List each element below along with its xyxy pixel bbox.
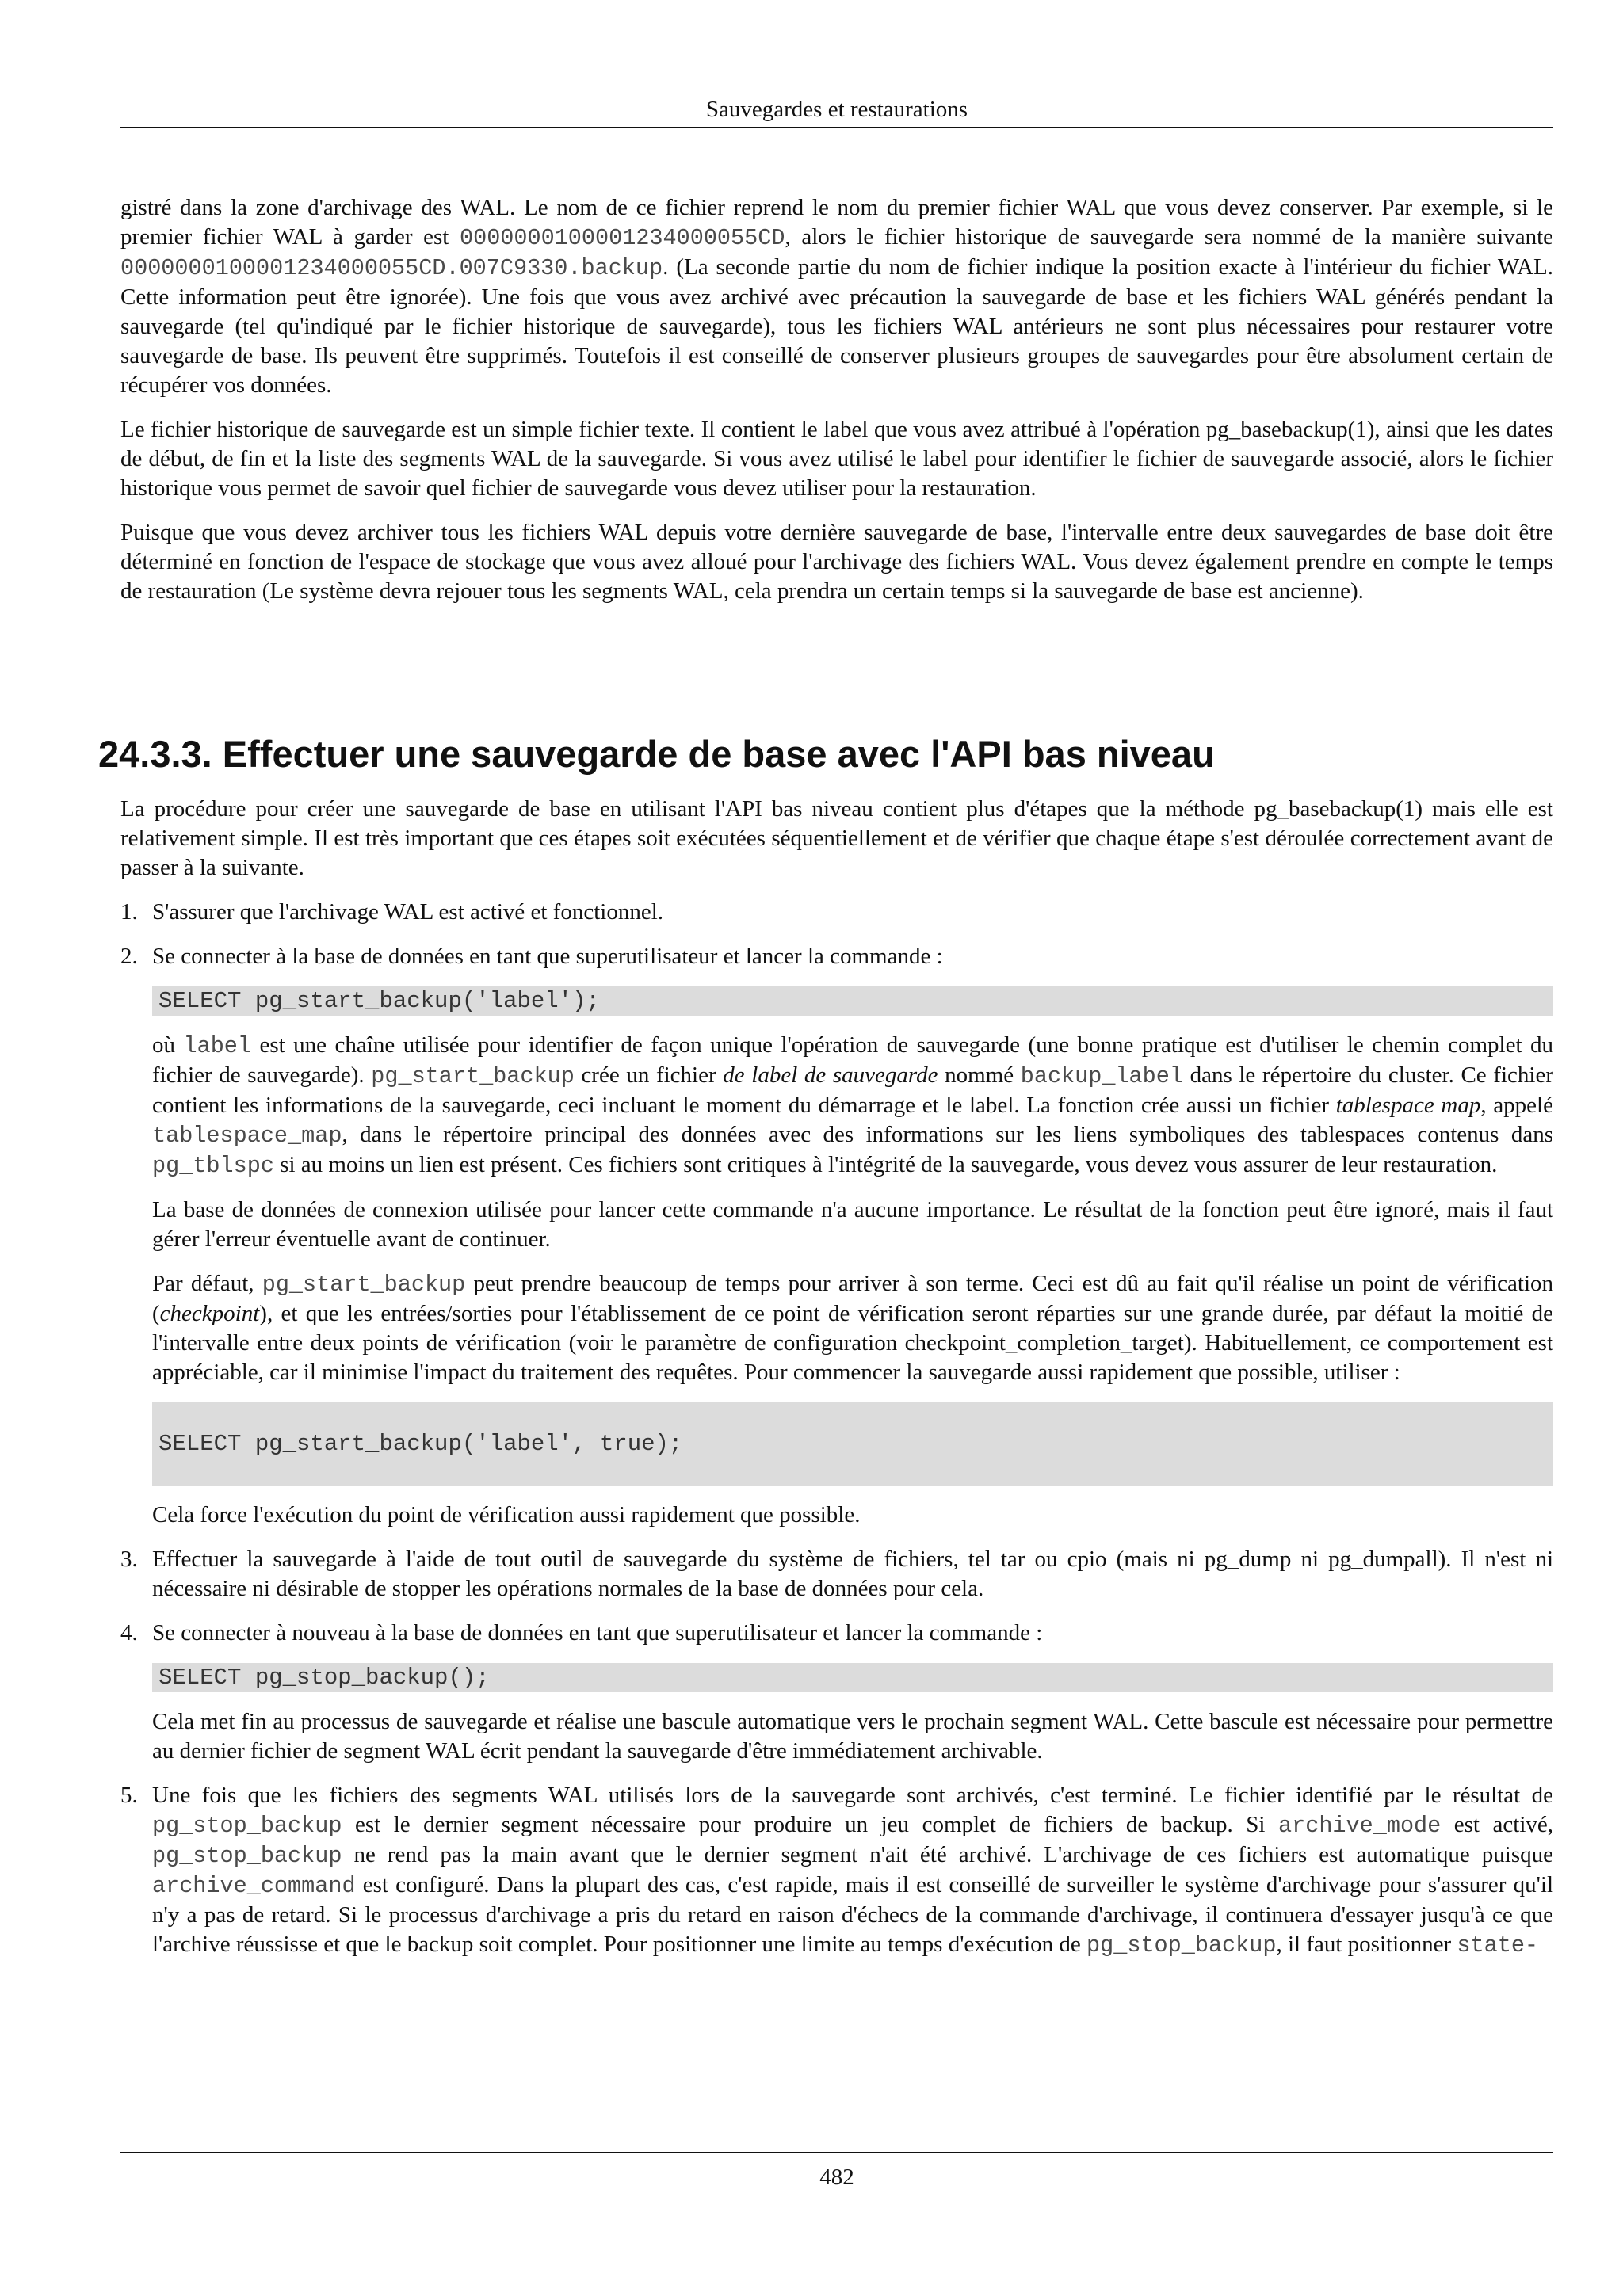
step-text: Une fois que les fichiers des segments WAL utilisés lors de la sauvegarde sont archivés, c'est terminé. Le fichier identifié par le résultat de pg_stop_backup est le dernier segment nécessaire pour produire un jeu complet de fichiers de backup. Si archive_mode est activé, pg_stop_backup ne rend pas la main avant que le dernier segment n'ait été archivé. L'archivage de ces fichiers est automatique puisque archive_command est configuré. Dans la plupart des cas, c'est rapide, mais il est conseillé de surveiller le système d'archivage pour s'assurer qu'il n'y a pas de retard. Si le processus d'archivage a pris du retard en raison d'échecs de la commande d'archivage, il continuera d'essayer jusqu'à ce que l'archive réussisse et que le backup soit complet. Pour positionner une limite au temps d'exécution de pg_stop_backup, il faut positionner state- (152, 1783, 1553, 1958)
list-number: 4. (120, 1620, 138, 1646)
intro-text (120, 193, 1553, 621)
inline-code: tablespace_map (152, 1123, 342, 1149)
paragraph: Le fichier historique de sauvegarde est un simple fichier texte. Il contient le label que vous avez attribué à l'opération pg_basebackup(1), ainsi que les dates de début, de fin et la liste des segments WAL de la sauvegarde. Si vous avez utilisé le label pour identifier le fichier de sauvegarde associé, alors le fichier historique vous permet de savoir quel fichier de sauvegarde vous devez utiliser pour la restauration. (120, 417, 1553, 501)
inline-code: pg_tblspc (152, 1153, 274, 1179)
step-text: Effectuer la sauvegarde à l'aide de tout outil de sauvegarde du système de fichiers, tel tar ou cpio (mais ni pg_dump ni pg_dumpall). Il n'est ni nécessaire ni désirable de stopper les opérations normales de la base de données pour cela. (152, 1547, 1553, 1601)
code-block: SELECT pg_start_backup('label', true); (152, 1402, 1553, 1486)
running-header: Sauvegardes et restaurations (705, 97, 968, 122)
list-number: 5. (120, 1783, 138, 1808)
list-item (120, 1781, 1553, 1960)
list-item (120, 942, 1553, 1530)
inline-code: 0000000100001234000055CD.007C9330.backup (120, 255, 663, 281)
inline-code: label (183, 1033, 251, 1059)
inline-code: pg_stop_backup (152, 1843, 342, 1869)
steps-list (120, 898, 1553, 1960)
emphasis: checkpoint (159, 1301, 260, 1326)
footer-rule (120, 2152, 1553, 2153)
paragraph: gistré dans la zone d'archivage des WAL. Le nom de ce fichier reprend le nom du premier fichier WAL que vous devez conserver. Par exemple, si le premier fichier WAL à garder est 0000000100001234000055CD, alors le fichier historique de sauvegarde sera nommé de la manière suivante 0000000100001234000055CD.007C9330.backup. (La seconde partie du nom de fichier indique la position exacte à l'intérieur du fichier WAL. Cette information peut être ignorée). Une fois que vous avez archivé avec précaution la sauvegarde de base et les fichiers WAL générés pendant la sauvegarde (tel qu'indiqué par le fichier historique de sauvegarde), tous les fichiers WAL antérieurs ne sont plus nécessaires pour restaurer votre sauvegarde de base. Ils peuvent être supprimés. Toutefois il est conseillé de conserver plusieurs groupes de sauvegardes pour être absolument certain de récupérer vos données. (120, 195, 1554, 398)
inline-code: archive_command (152, 1873, 356, 1899)
section-intro: La procédure pour créer une sauvegarde de base en utilisant l'API bas niveau contient plus d'étapes que la méthode pg_basebackup(1) mais elle est relativement simple. Il est très important que ces étapes soit exécutées séquentiellement et de vérifier que chaque étape s'est déroulée correctement avant de passer à la suivante. (120, 796, 1553, 880)
inline-code: backup_label (1020, 1063, 1183, 1089)
section-body (120, 795, 1553, 1975)
list-number: 2. (120, 944, 138, 969)
list-number: 3. (120, 1547, 138, 1572)
paragraph: Cela force l'exécution du point de vérification aussi rapidement que possible. (152, 1502, 861, 1527)
list-item (120, 898, 1553, 927)
code-block: SELECT pg_stop_backup(); (152, 1663, 1553, 1692)
paragraph: La base de données de connexion utilisée pour lancer cette commande n'a aucune importance. Le résultat de la fonction peut être ignoré, mais il faut gérer l'erreur éventuelle avant de continuer. (152, 1197, 1553, 1252)
inline-code: pg_start_backup (262, 1272, 466, 1298)
list-item (120, 1619, 1553, 1766)
paragraph: Par défaut, pg_start_backup peut prendre beaucoup de temps pour arriver à son terme. Ceci est dû au fait qu'il réalise un point de vérification (checkpoint), et que les entrées/sorties pour l'établissement de ce point de vérification seront réparties sur une grande durée, par défaut la moitié de l'intervalle entre deux points de vérification (voir le paramètre de configuration checkpoint_completion_target). Habituellement, ce comportement est appréciable, car il minimise l'impact du traitement des requêtes. Pour commencer la sauvegarde aussi rapidement que possible, utiliser : (152, 1271, 1553, 1385)
inline-code: 0000000100001234000055CD (459, 225, 785, 251)
inline-code: pg_start_backup (371, 1063, 575, 1089)
header-rule (120, 127, 1553, 128)
section-heading: 24.3.3. Effectuer une sauvegarde de base avec l'API bas niveau (98, 733, 1215, 775)
paragraph: Puisque que vous devez archiver tous les fichiers WAL depuis votre dernière sauvegarde de base, l'intervalle entre deux sauvegardes de base doit être déterminé en fonction de l'espace de stockage que vous avez alloué pour l'archivage des fichiers WAL. Vous devez également prendre en compte le temps de restauration (Le système devra rejouer tous les segments WAL, cela prendra un certain temps si la sauvegarde de base est ancienne). (120, 520, 1553, 604)
paragraph: où label est une chaîne utilisée pour identifier de façon unique l'opération de sauvegarde (une bonne pratique est d'utiliser le chemin complet du fichier de sauvegarde). pg_start_backup crée un fichier de label de sauvegarde nommé backup_label dans le répertoire du cluster. Ce fichier contient les informations de la sauvegarde, ceci incluant le moment du démarrage et le label. La fonction crée aussi un fichier tablespace map, appelé tablespace_map, dans le répertoire principal des données avec des informations sur les liens symboliques des tablespaces contenus dans pg_tblspc si au moins un lien est présent. Ces fichiers sont critiques à l'intégrité de la sauvegarde, vous devez vous assurer de leur restauration. (152, 1032, 1553, 1179)
step-text: Se connecter à la base de données en tant que superutilisateur et lancer la commande : (152, 944, 943, 969)
inline-code: pg_stop_backup (152, 1813, 342, 1839)
emphasis: tablespace map (1335, 1093, 1481, 1118)
paragraph: Cela met fin au processus de sauvegarde et réalise une bascule automatique vers le prochain segment WAL. Cette bascule est nécessaire pour permettre au dernier fichier de segment WAL écrit pendant la sauvegarde d'être immédiatement archivable. (152, 1709, 1553, 1764)
emphasis: de label de sauvegarde (723, 1062, 938, 1088)
inline-code: pg_stop_backup (1086, 1932, 1277, 1958)
step-text: Se connecter à nouveau à la base de données en tant que superutilisateur et lancer la commande : (152, 1620, 1043, 1646)
page-number: 482 (819, 2164, 854, 2190)
inline-code: archive_mode (1278, 1813, 1442, 1839)
list-item (120, 1545, 1553, 1604)
inline-code: state- (1457, 1932, 1539, 1958)
list-number: 1. (120, 899, 138, 925)
code-block: SELECT pg_start_backup('label'); (152, 986, 1553, 1016)
step-text: S'assurer que l'archivage WAL est activé et fonctionnel. (152, 899, 663, 925)
